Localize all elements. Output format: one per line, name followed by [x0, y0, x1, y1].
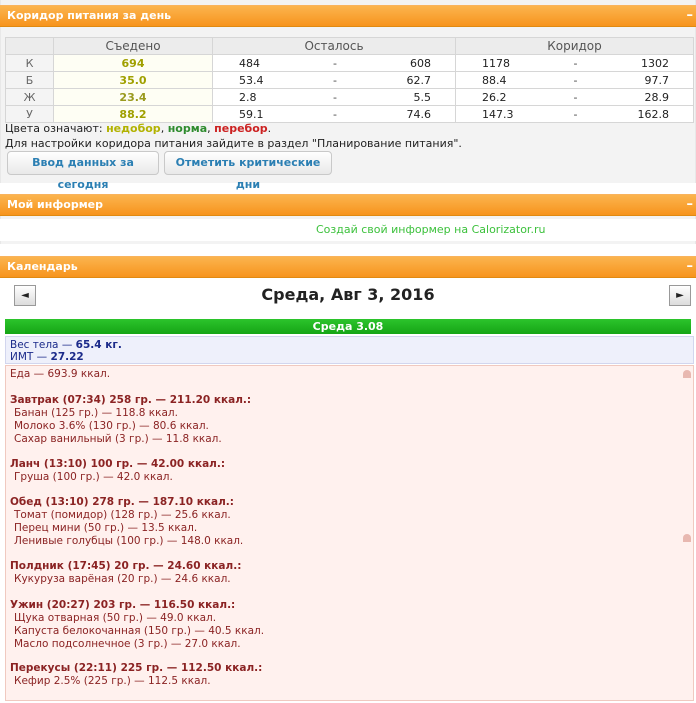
- informer-panel-title: Мой информер: [7, 198, 104, 211]
- range-dash: -: [573, 73, 578, 87]
- left-to: 5.5: [413, 90, 431, 104]
- range-dash: -: [333, 73, 337, 87]
- left-to: 74.6: [406, 107, 431, 121]
- meal-item: Ленивые голубцы (100 гр.) — 148.0 ккал.: [14, 535, 244, 547]
- legend-prefix: Цвета означают:: [5, 122, 103, 135]
- eaten-value: 35.0: [54, 72, 213, 89]
- corridor-range: [456, 72, 694, 89]
- corridor-hint: Для настройки коридора питания зайдите в раздел "Планирование питания".: [5, 137, 462, 150]
- range-dash: -: [333, 90, 337, 104]
- corr-from: 147.3: [482, 107, 514, 121]
- meal-item: Молоко 3.6% (130 гр.) — 80.6 ккал.: [14, 420, 209, 432]
- corr-from: 26.2: [482, 90, 507, 104]
- meal-item: Груша (100 гр.) — 42.0 ккал.: [14, 471, 173, 483]
- left-range: [213, 55, 456, 72]
- informer-content: [0, 219, 696, 241]
- row-label: У: [6, 106, 54, 123]
- meal-item: Масло подсолнечное (3 гр.) — 27.0 ккал.: [14, 638, 241, 650]
- table-header-left: Осталось: [213, 38, 456, 55]
- meal-title: Обед (13:10) 278 гр. — 187.10 ккал.:: [10, 496, 234, 508]
- corr-from: 88.4: [482, 73, 507, 87]
- collapse-icon[interactable]: –: [686, 8, 693, 23]
- meal-item: Капуста белокочанная (150 гр.) — 40.5 ккал.: [14, 625, 265, 637]
- corridor-range: [456, 106, 694, 123]
- weight-value: 65.4 кг.: [75, 339, 122, 351]
- enter-today-data-button[interactable]: Ввод данных за сегодня: [7, 151, 159, 175]
- food-total: Еда — 693.9 ккал.: [10, 368, 111, 380]
- calendar-panel-header[interactable]: [0, 256, 696, 278]
- day-header-bar: Среда 3.08: [5, 319, 691, 334]
- legend-over: перебор: [214, 122, 268, 135]
- meal-item: Кефир 2.5% (225 гр.) — 112.5 ккал.: [14, 675, 211, 687]
- table-header-eaten: Съедено: [54, 38, 213, 55]
- range-dash: -: [573, 56, 578, 70]
- bmi-line: [10, 351, 693, 363]
- meal-title: Завтрак (07:34) 258 гр. — 211.20 ккал.:: [10, 394, 252, 406]
- informer-panel-header[interactable]: [0, 194, 696, 216]
- range-dash: -: [333, 56, 337, 70]
- corr-to: 1302: [640, 56, 669, 70]
- left-from: 53.4: [239, 73, 264, 87]
- corr-to: 162.8: [637, 107, 669, 121]
- left-to: 62.7: [406, 73, 431, 87]
- body-metrics: [5, 336, 694, 364]
- range-dash: -: [573, 90, 578, 104]
- meal-item: Банан (125 гр.) — 118.8 ккал.: [14, 407, 178, 419]
- meal-title: Ужин (20:27) 203 гр. — 116.50 ккал.:: [10, 599, 236, 611]
- meal-item: Кукуруза варёная (20 гр.) — 24.6 ккал.: [14, 573, 231, 585]
- mark-critical-days-button[interactable]: Отметить критические дни: [164, 151, 332, 175]
- bmi-value: 27.22: [50, 351, 84, 363]
- calendar-panel-title: Календарь: [7, 260, 78, 273]
- meal-title: Полдник (17:45) 20 гр. — 24.60 ккал.:: [10, 560, 242, 572]
- meal-item: Томат (помидор) (128 гр.) — 25.6 ккал.: [14, 509, 231, 521]
- corr-to: 97.7: [644, 73, 669, 87]
- left-range: [213, 89, 456, 106]
- left-range: [213, 72, 456, 89]
- eaten-value: 88.2: [54, 106, 213, 123]
- weight-line: [10, 339, 693, 351]
- table-row: [6, 89, 694, 106]
- table-row: [6, 106, 694, 123]
- left-from: 59.1: [239, 107, 264, 121]
- edit-marker-icon[interactable]: [683, 370, 691, 378]
- table-header-empty: [6, 38, 54, 55]
- bmi-label: ИМТ —: [10, 351, 51, 363]
- meal-title: Ланч (13:10) 100 гр. — 42.00 ккал.:: [10, 458, 226, 470]
- corr-from: 1178: [482, 56, 510, 70]
- range-dash: -: [333, 107, 337, 121]
- row-label: Ж: [6, 89, 54, 106]
- table-header-corridor: Коридор: [456, 38, 694, 55]
- prev-day-button[interactable]: ◄: [14, 285, 36, 306]
- create-informer-link[interactable]: Создай свой информер на Calorizator.ru: [316, 223, 546, 236]
- table-row: [6, 72, 694, 89]
- corridor-range: [456, 89, 694, 106]
- edit-marker-icon[interactable]: [683, 534, 691, 542]
- corridor-table: [5, 37, 694, 123]
- table-header-row: [6, 38, 694, 55]
- weight-label: Вес тела —: [10, 339, 76, 351]
- left-range: [213, 106, 456, 123]
- collapse-icon[interactable]: –: [686, 197, 693, 212]
- row-label: К: [6, 55, 54, 72]
- legend-under: недобор: [106, 122, 161, 135]
- color-legend: Цвета означают: недобор, норма, перебор.: [5, 122, 272, 135]
- calendar-date: Среда, Авг 3, 2016: [261, 285, 435, 304]
- meal-title: Перекусы (22:11) 225 гр. — 112.50 ккал.:: [10, 662, 263, 674]
- meal-item: Перец мини (50 гр.) — 13.5 ккал.: [14, 522, 198, 534]
- corridor-panel-title: Коридор питания за день: [7, 9, 172, 22]
- eaten-value: 694: [54, 55, 213, 72]
- row-label: Б: [6, 72, 54, 89]
- meal-item: Сахар ванильный (3 гр.) — 11.8 ккал.: [14, 433, 222, 445]
- left-from: 484: [239, 56, 260, 70]
- left-to: 608: [409, 56, 431, 70]
- left-from: 2.8: [239, 90, 257, 104]
- range-dash: -: [573, 107, 578, 121]
- meal-item: Щука отварная (50 гр.) — 49.0 ккал.: [14, 612, 217, 624]
- food-diary: [5, 365, 694, 701]
- next-day-button[interactable]: ►: [669, 285, 691, 306]
- corridor-range: [456, 55, 694, 72]
- collapse-icon[interactable]: –: [686, 259, 693, 274]
- eaten-value: 23.4: [54, 89, 213, 106]
- corridor-panel-header[interactable]: [0, 5, 696, 27]
- legend-norm: норма: [167, 122, 208, 135]
- corr-to: 28.9: [644, 90, 669, 104]
- table-row: [6, 55, 694, 72]
